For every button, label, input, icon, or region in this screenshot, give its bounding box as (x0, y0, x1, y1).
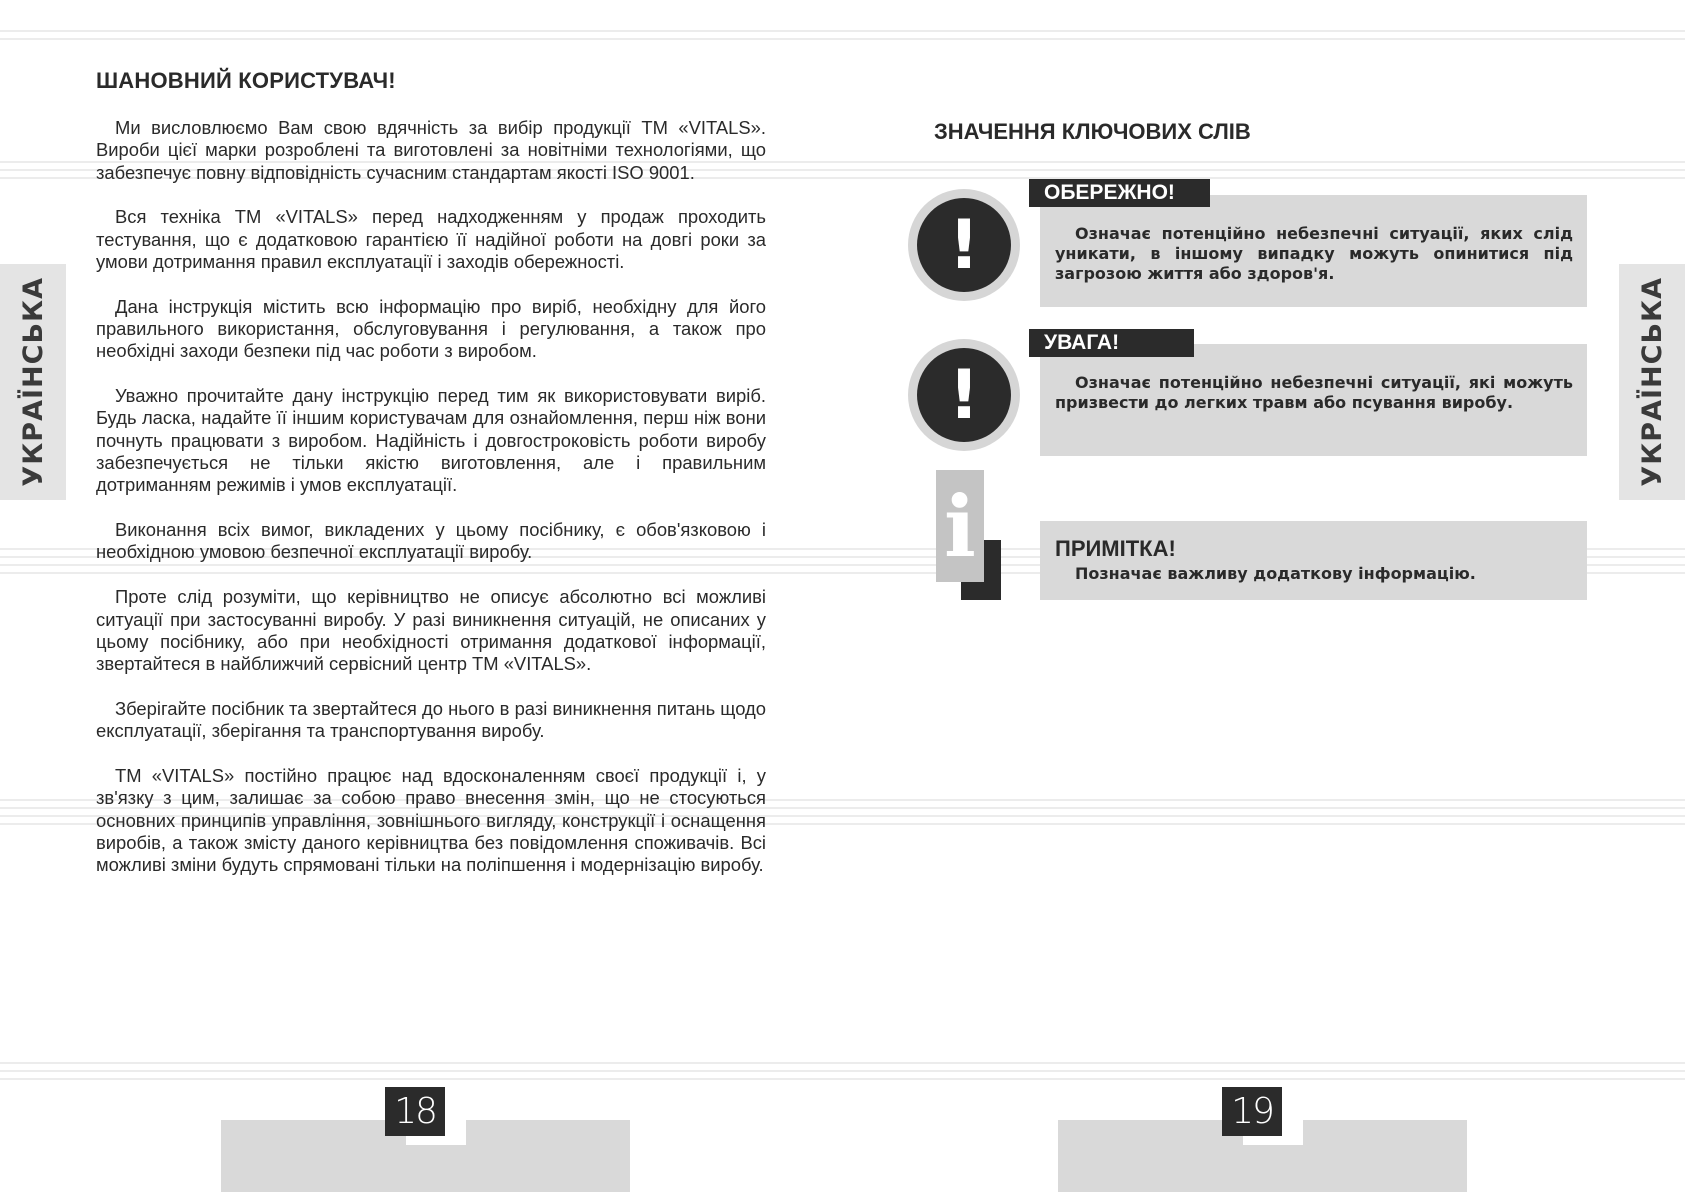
page-title: ШАНОВНИЙ КОРИСТУВАЧ! (96, 68, 396, 93)
paragraph: Вся техніка ТМ «VITALS» перед надходженням у продаж проходить тестування, що є додатковою гарантією її надійної роботи на довгі роки за умови дотримання правил експлуатації і заходів обережності. (96, 206, 766, 272)
note-text: Позначає важливу додаткову інформацію. (1075, 564, 1476, 583)
page-number-right: 19 (1222, 1087, 1282, 1136)
section-title: ЗНАЧЕННЯ КЛЮЧОВИХ СЛІВ (934, 119, 1251, 144)
caution-label: ОБЕРЕЖНО! (1029, 179, 1210, 207)
note-label: ПРИМІТКА! (1055, 536, 1176, 561)
paragraph: Проте слід розуміти, що керівництво не описує абсолютно всі можливі ситуації при застосуванні виробу. У разі виникнення ситуацій, не описаних у цьому посібнику, або при необхідності отримання додаткової інформації, звертайтеся в найближчий сервісний центр ТМ «VITALS». (96, 586, 766, 675)
warning-icon (908, 339, 1020, 451)
warning-label: УВАГА! (1029, 329, 1194, 357)
paragraph: Уважно прочитайте дану інструкцію перед тим як використовувати виріб. Будь ласка, надайте її іншим користувачам для ознайомлення, перш ніж вони почнуть працювати з виробом. Надійність і довгостроковість роботи виробу забезпечується не тільки якістю виготовлення, але і правильним дотриманням режимів і умов експлуатації. (96, 385, 766, 496)
paragraph: ТМ «VITALS» постійно працює над вдосконаленням своєї продукції і, у зв'язку з цим, залишає за собою право внесення змін, що не стосуються основних принципів управління, зовнішнього вигляду, конструкції і оснащення виробів, а також змісту даного керівництва без повідомлення споживачів. Всі можливі зміни будуть спрямовані тільки на поліпшення і модернізацію виробу. (96, 765, 766, 876)
caution-box (1040, 195, 1587, 307)
language-tab-label: УКРАЇНСЬКА (17, 277, 49, 487)
paragraph: Дана інструкція містить всю інформацію про виріб, необхідну для його правильного використання, обслуговування і регулювання, а також про необхідні заходи безпеки під час роботи з виробом. (96, 295, 766, 362)
paragraph: Ми висловлюємо Вам свою вдячність за вибір продукції ТМ «VITALS». Вироби цієї марки розроблені та виготовлені за новітніми технологіями, що забезпечує повну відповідність сучасним стандартам якості ISO 9001. (96, 117, 766, 183)
exclamation-icon: ! (917, 348, 1011, 442)
stripe-group-top (0, 30, 1685, 46)
language-tab-label: УКРАЇНСЬКА (1636, 277, 1668, 487)
paragraph: Зберігайте посібник та звертайтеся до нього в разі виникнення питань щодо експлуатації, зберігання та транспортування виробу. (96, 697, 766, 742)
page-number-left: 18 (385, 1087, 445, 1136)
note-box (1040, 521, 1587, 600)
warning-box (1040, 344, 1587, 456)
language-tab-right (1619, 264, 1685, 500)
paragraph: Виконання всіх вимог, викладених у цьому посібнику, є обов'язковою і необхідною умовою безпечної експлуатації виробу. (96, 519, 766, 563)
warning-text: Означає потенційно небезпечні ситуації, які можуть призвести до легких травм або псування виробу. (1055, 373, 1573, 412)
exclamation-icon: ! (917, 198, 1011, 292)
info-icon: i (936, 470, 984, 582)
stripe-group-bottom (0, 1062, 1685, 1086)
intro-text (96, 117, 766, 899)
caution-text: Означає потенційно небезпечні ситуації, яких слід уникати, в іншому випадку можуть опинитися під загрозою життя або здоров'я. (1055, 224, 1573, 283)
caution-icon (908, 189, 1020, 301)
language-tab-left (0, 264, 66, 500)
